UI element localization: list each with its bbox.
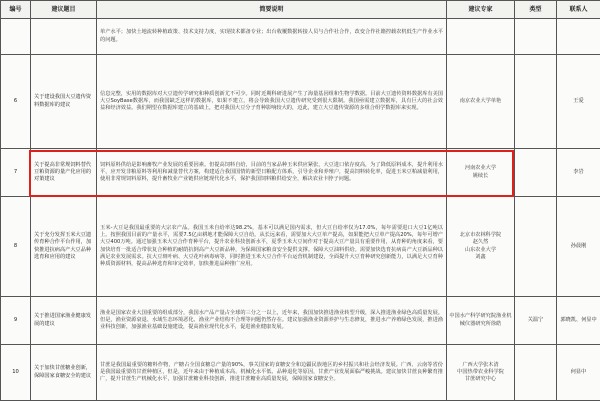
row-contact: 李岩 — [557, 149, 600, 197]
row-expert: 河南农业大学 姚续长 — [447, 149, 515, 197]
row-expert: 广西大学张木清 中国热带农业科学院 甘蔗研究中心 — [447, 345, 515, 401]
table-row-highlighted — [1, 149, 600, 197]
header-expert: 建议专家 — [447, 1, 515, 19]
row-num: 8 — [1, 197, 31, 297]
row-topic: 关于建设我国大豆遗传资料数据库的建议 — [31, 55, 97, 149]
table-row — [1, 55, 600, 149]
row-type — [515, 197, 557, 297]
row-topic — [31, 19, 97, 55]
row-num: 9 — [1, 297, 31, 345]
header-num: 编号 — [1, 1, 31, 19]
table-row — [1, 297, 600, 345]
header-contact: 联系人 — [557, 1, 600, 19]
row-contact: 王爱 — [557, 55, 600, 149]
row-expert: 中国水产科学研究院渔业机械仪器研究所徐皓 — [447, 297, 515, 345]
row-contact: 孙晨刚 — [557, 197, 600, 297]
row-expert: 北京市农林科学院 赵久然 山东农业大学 刘鑫 — [447, 197, 515, 297]
row-expert: 南京农业大学单艳 — [447, 55, 515, 149]
row-topic: 关于充分发挥玉米大豆遗传育种合作平台作用，加快推进抗病高产大豆品种选育和应用的建议 — [31, 197, 97, 297]
row-topic: 关于推进国家渔业健康发展的建议 — [31, 297, 97, 345]
row-desc: 饲料原料供给是影响畜牧产业发展的重要因素。但提高饲料自给，目前的当家品种玉米供应紧张，大豆进口依存度高，为了降低原料成本，提升利用水平，应开发非粮原料等利用和减量替代方案，构建适合我国国情的新型日粮配方体系，引导企业和养殖户，提高饲料转化率，促进玉米豆粕减量利用，使用非常规饲料原料，提升畜牧业产业链供应链现代化水平，保护我国饲料粮供给安全，解决农业卡脖子问题。 — [97, 149, 447, 197]
row-desc: 单产水平；加快土地流转种植政策、技术支持力度，实现技术都备专业；出台收覆数据转接人员与合作社合作，改变合作社籍控载农机低生产作业水平的问题。 — [97, 19, 447, 55]
row-expert — [447, 19, 515, 55]
header-topic: 建议题目 — [31, 1, 97, 19]
table-header-row — [1, 1, 600, 19]
table-row — [1, 19, 600, 55]
table-row — [1, 345, 600, 401]
row-desc: 信息完整，实用的数据库对大豆遗传学研究和种质创新尤不可少。同时近期科研进展产生了海量基因组和生物学数据。目前大豆遗传资料数据库有美国大豆SoyBase数据库，而我国缺乏这样的数据库，如果不建立，将会导致我国大豆遗传研究受到很大限制。我国亟需建立数据库，具有巨大的社会效益和经济效益。我们期望在数据库建立的基础上，把对我国大豆分子育种影响较大的，迈此，建立大豆遗传资源的多组合组学数据库来实现。 — [97, 55, 447, 149]
row-type — [515, 149, 557, 197]
row-contact: 何显中 — [557, 345, 600, 401]
row-contact — [557, 19, 600, 55]
row-type — [515, 345, 557, 401]
header-type: 类型 — [515, 1, 557, 19]
row-desc: 甘蔗是我国最重要的糖料作物，产糖占全国食糖总产量的90%，事关国家的食糖安全和边疆民族地区的乡村振兴和社会经济发展。广西、云南等省份是我国最重要的甘蔗种植区，但是，近年来由于种植成本高、机械化水平低、品种退化等原因，甘蔗产业发展面临严峻挑战。建议加快甘蔗良种繁育推广，提升甘蔗生产机械化水平，加强甘蔗糖业科技创新，推进甘蔗糖业高质量发展，保障国家食糖安全。 — [97, 345, 447, 401]
row-type — [515, 19, 557, 55]
row-num — [1, 19, 31, 55]
row-num: 6 — [1, 55, 31, 149]
header-desc: 简要说明 — [97, 1, 447, 19]
row-num: 7 — [1, 149, 31, 197]
row-type — [515, 55, 557, 149]
row-type: 关温宁 — [515, 297, 557, 345]
row-topic: 关于提高非常规饲料替代豆粕资源的量产化应用的对策建议 — [31, 149, 97, 197]
row-topic: 关于加快甘蔗糖业创新，保障国家食糖安全的建议 — [31, 345, 97, 401]
row-contact: 郭晓凯、何显中 — [557, 297, 600, 345]
row-desc: 玉米-大豆是我国最重要的大宗农产品。我国玉米自给率达98.2%，基本可以满足国内需求，但大豆自给率仅为17.0%，每年需要进口大豆1亿吨以上。按照我国目前的产量水平，需要7.5亿亩耕地才能保障大豆自给。从长远来看，需要加大大豆单产提高，如果能把大豆单产提高20%，每年可增产大豆400万吨。通过加强玉米大豆合作育种平台，提升农业科技创新水平，夏季玉米大豆间作对于提高大豆产量具有重要作用，从育种的角度来看，要加快培育一批适合带状复合种植的耐荫抗倒高产大豆新品种，为保障国家粮食安全提供支撑。保障大豆油料供给。需要加快选育抗病高产大豆新品种以满足农业发展需求。抗大豆斑叶病、大豆花叶病毒病等，同时推进玉米大豆合作平台运营机制建设，全面提升大豆育种研究创新能力，以满足大豆育种种质资源材料，提高品种选育和审定效率，加快推进品种推广应用。 — [97, 197, 447, 297]
row-desc: 渔业是国家农业大国重要的组成部分，我国水产品产量占全球的三分之一以上，近年来，我国加快推进渔业转型升级，深入推进渔业绿色高质量发展。但是，渔业资源衰退、水域生态环境恶化、渔业产业结构不合理等问题仍然存在。建议加强渔业资源养护与生态修复，推进水产养殖绿色发展，推进渔业科技创新，加强渔业基础设施建设，提高渔业现代化水平，促进渔业健康发展。 — [97, 297, 447, 345]
table-row — [1, 197, 600, 297]
row-num: 10 — [1, 345, 31, 401]
